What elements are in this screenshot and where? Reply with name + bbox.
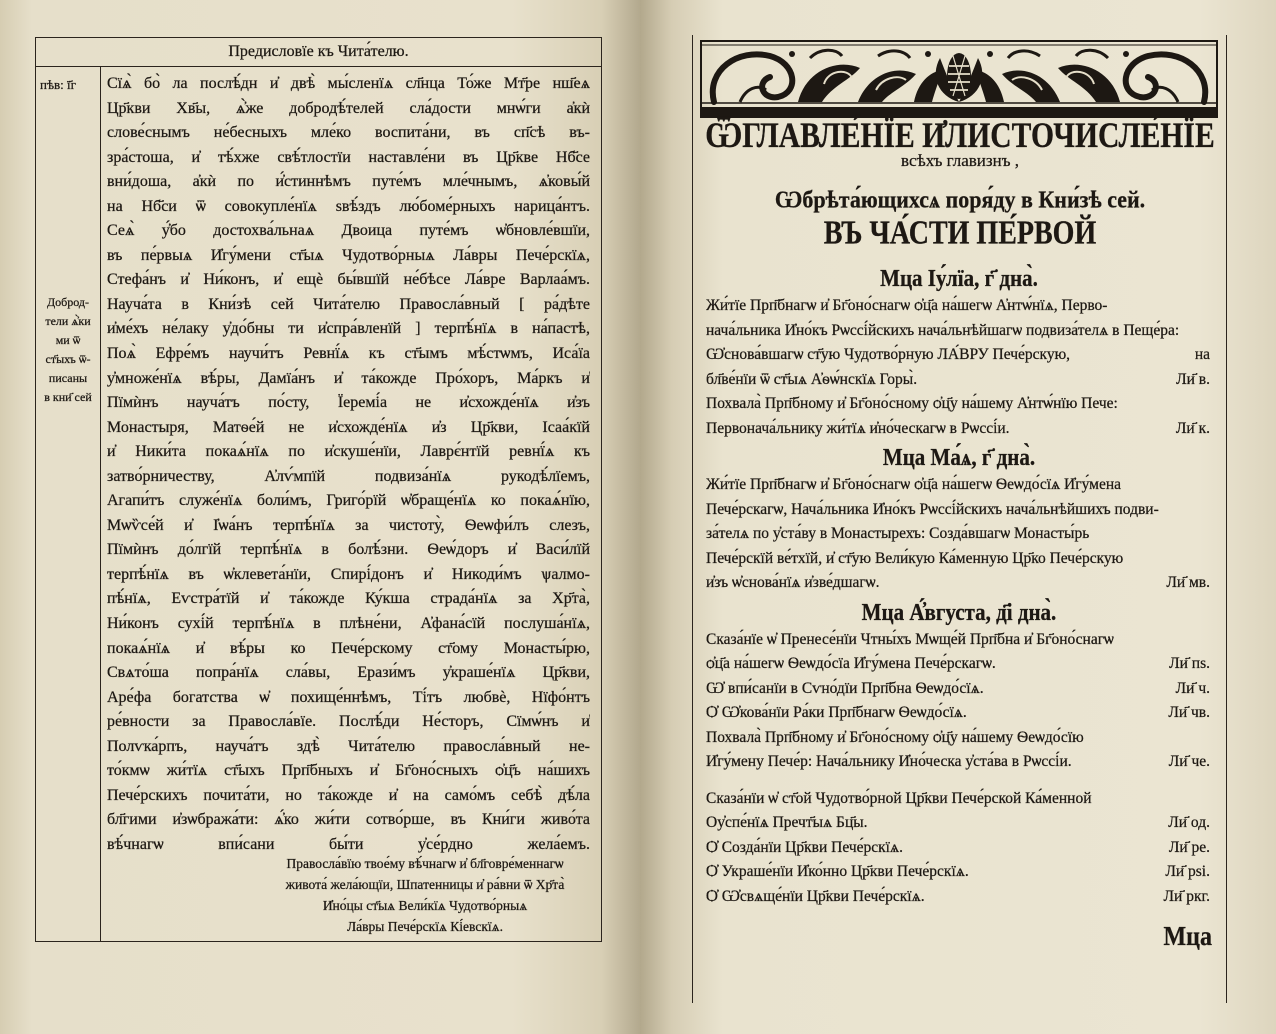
preface-line: Монастыря, Матѳе́й не и҆схожде́нїѧ и҆з Цр҃кви, Ісаа́кїй [107,418,590,436]
preface-line: Сїѧ̀ бо̀ ла послѣ́дн и҆ двѣ̀ мы́сленїѧ сл҃нца То́же Мт҃ре нш҃еѧ [107,75,590,92]
toc-entry [706,885,1212,910]
toc-entry-text: Сказа́нїи ѡ҆ ст҃ой Чудотво́рной Цр҃кви Пече́рской Ка́менной [706,789,1092,807]
toc-entry [706,547,1212,572]
folio-reference: Ли҃ од. [1168,814,1210,831]
folio-reference: Ли҃ че. [1168,753,1210,770]
signature-line: И҆но́цы ст҃ыѧ Вели́кїѧ Чудотво́рныѧ [322,898,528,913]
contents-frame-left-rule [692,35,693,1003]
preface-line: у҆множе́нїѧ вѣ́ры, Дамїа́нъ и҆ та́кожде Про́хоръ, Ма́ркъ и҆ [107,369,590,387]
preface-line: Цр҃кви Хв҃ы, ѧ҆̀же добродѣ́телей сла́дости мнѡ́ги а҆кѝ [107,99,590,117]
toc-entry [706,677,1212,702]
toc-entry-text: Жи́тїе Прп҃бнагѡ и҆ Бг҃оно́снагѡ ѻ҆ц҃а на́шегѡ Ѳеѡдо́сїѧ И҆гу́мена [706,476,1122,493]
preface-line: покаѧ́нїѧ и҆ вѣ́ры ко Пече́рскому ст҃ому Монасты́рю, [107,639,590,657]
folio-reference: Ли҃ к. [1175,419,1210,437]
toc-entry [706,368,1212,393]
toc-section [706,262,1212,441]
toc-entry-text: Первонача́льнику жи́тїѧ и҆но́ческагѡ в Рѡссі́и. [706,419,1010,437]
preface-line: вѣ́чнагѡ впи́сани бы́ти у҆се́рдно жела́емъ. [107,835,590,853]
preface-line: вни́доша, а҆кѝ по и҆́стиннѣмъ путе́мъ мле́чнымъ, ѧ҆ковы́й [107,173,590,191]
month-heading: Мца Іу́лїа, г҃ дна̀. [880,264,1038,292]
folio-reference: Ли҃ рѕі. [1165,863,1210,880]
toc-entry [706,522,1212,547]
preface-line: терпѣ́нїѧ въ ѡ҆клевета́нїи, Спирі́донъ и҆ Никоди́мъ ѱалмо- [107,565,590,583]
preface-line: на Нб҃си ѿ совокупле́нїѧ ѕвѣ́здъ лю́боме́рныхъ нарица́нтъ. [107,197,590,215]
preface-signature [258,853,592,937]
toc-entry-text: Оу҆спе́нїѧ Пречт҃ыѧ Бц҃ы. [706,814,868,831]
margin-note-line: ст҃ыхъ ѿ- [45,352,91,366]
toc-entry [706,652,1212,677]
preface-line: ре́вности за Правосла́вїе. Послѣ́ди Не́сторъ, Сїмѡ́нъ и҆ [107,713,590,731]
toc-entry-text: и҆зъ ѡ҆снова́нїѧ и҆зве́дшагѡ. [706,574,880,591]
toc-entry [706,343,1212,368]
preface-line: Свѧто́ша попра́нїѧ сла́вы, Ерази́мъ у҆краше́нїѧ Цр҃кви, [107,664,590,682]
preface-line: зра́стоша, и҆ тѣ́хже свѣ́тлостїи наставле́ни въ Цр҃кве Нб҃се [107,148,590,166]
toc-entry-text: Похвала̀ Прп҃бному и҆ Бг҃оно́сному ѻ҆ц҃у на́шему Ѳеѡдо́сїю [706,728,1084,746]
margin-note-line: в кни҃ сей [44,390,92,404]
toc-entry [706,628,1212,653]
toc-entry-text: Сказа́нїе ѡ҆ Пренесе́нїи Чтны́хъ Мѡще́й Прп҃бна и҆ Бг҃оно́снагѡ [706,630,1114,648]
toc-entry [706,319,1212,344]
signature-line: Ла́вры Пече́рскїѧ Кі́евскїѧ. [347,919,503,934]
contents-frame-right-rule [1226,35,1227,1003]
margin-note-virtues [38,293,98,407]
toc-section [706,787,1212,910]
margin-note-line: тели ѧ҆̀ки [45,314,91,328]
preface-line: Науча́та в Кни́зѣ сей Чита́телю Правосла́вный [ ра́дѣте [107,295,590,313]
margin-note-line: писаны [48,371,88,385]
table-of-contents [706,262,1212,909]
preface-line: бл҃гими и҆зѡбража́ти: ѧ҆́ко жи́ти сотво́рше, въ Кни́ги живо́та [107,811,590,829]
toc-entry [706,498,1212,523]
folio-reference: на [1194,346,1210,363]
preface-line: Аре́фа богатства ѡ҆ похище́ннѣмъ, Ті́тъ любвѐ, Нїфо́нтъ [107,688,590,706]
headpiece-ornament [700,40,1218,118]
toc-entry-text: нача́льника И҆но́къ Рѡссі́йскихъ нача́льнѣйшагѡ подвиза́телѧ в Пеще́ра: [706,321,1180,339]
preface-line: слове́снымъ не́бесныхъ мле́ко воспита́ни, въ сп҃сѣ въ- [107,124,590,142]
toc-entry-text: за́телѧ по у҆ста́ву в Монастырехъ: Созда́вшагѡ Монасты́рь [706,525,1090,542]
preface-line: Сеѧ̀ у҆́бо достохва́льнаѧ Двоица путе́мъ ѡ҆бновле́вшїи, [107,222,590,240]
catchword: Мца [1163,922,1212,952]
toc-entry [706,417,1212,442]
margin-note-top: пѣв: ї҃г [40,77,76,92]
toc-entry-text: Ѡ҆ впи́санїи в Сѵно́дїи Прп҃бна Ѳеѡдо́сїѧ. [706,679,984,697]
toc-entry [706,726,1212,751]
contents-subtitle: всѣхъ главизнъ , [901,151,1019,170]
preface-line: Ни́конъ сухі́й терпѣ́нїѧ в плѣне́ни, А҆фана́сїй послуша́нїѧ, [107,615,590,633]
folio-reference: Ли҃ ч. [1175,679,1210,697]
preface-line: Мѡѷсе́й и҆ І҆ѡа́нъ терпѣ́нїѧ за чистоту̀, Ѳеѡфи́лъ слезъ, [107,516,590,534]
preface-line: то́кмѡ жи́тїѧ ст҃ыхъ Прп҃бныхъ и҆ Бг҃оно́сныхъ ѻ҆ц҃ъ на́шихъ [107,762,590,780]
toc-entry [706,787,1212,812]
toc-entry-text: Ѻ҆ Созда́нїи Цр҃кви Пече́рскїѧ. [706,838,903,856]
folio-reference: Ли҃ пѕ. [1169,655,1210,672]
toc-entry [706,860,1212,885]
toc-section [706,596,1212,775]
toc-entry [706,392,1212,417]
toc-entry-text: ѻ҆ц҃а на́шегѡ Ѳеѡдо́сїа И҆гу́мена Пече́рскагѡ. [706,655,996,672]
toc-entry-text: бл҃ве́нїи ѿ ст҃ыѧ А҆ѳѡ́нскїѧ Горы̀. [706,370,918,388]
margin-rule [100,66,101,941]
preface-line: и҆ме́хъ не́лаку у҆до́бны ти и҆спра́вленїй ] терпѣ́нїѧ в на́пастѣ, [107,320,590,338]
preface-line: въ пе́рвыѧ И҆гу́мени ст҃ыѧ Чудотво́рныѧ Ла́вры Пече́рскїѧ, [107,246,590,264]
toc-entry [706,836,1212,861]
toc-entry [706,473,1212,498]
preface-line: Агапи́тъ служе́нїѧ боли́мъ, Григо́рїй ѡ҆браще́нїѧ ко покаѧ́нїю, [107,492,590,510]
contents-subtitle-order: Ѡбрѣта́ющихсѧ поря́ду в Кни́зѣ сей. [774,185,1146,214]
toc-section [706,441,1212,596]
folio-reference: Ли҃ ркг. [1163,887,1210,905]
toc-entry [706,750,1212,775]
preface-line: Поѧ̀ Ефре́мъ научи́тъ Ревнї́ѧ къ ст҃ымъ мѣ́стѡмъ, Иса́їа [107,345,590,363]
toc-entry-text: Ѻ҆ Украше́нїи И҆ко́нно Цр҃кви Пече́рскїѧ. [706,863,969,880]
folio-reference: Ли҃ чв. [1168,704,1210,721]
toc-entry-text: И҆гу́мену Пече́р: Нача́льнику И҆но́ческа у҆ста́ва в Рѡссі́и. [706,753,1072,770]
toc-entry-text: Пече́рскагѡ, Нача́льника И҆но́къ Рѡссі́йскихъ нача́льнѣйшихъ подви- [706,500,1159,518]
margin-note-line: ми ѿ [55,333,81,347]
preface-line: Пїмѝнъ науча́тъ по́сту, Їеремі́а не и҆схожде́нїѧ и҆зъ [107,394,590,412]
part-heading: ВЪ ЧА́СТИ ПЕ́РВОЙ [823,214,1097,252]
margin-note-line: Доброд- [46,295,90,309]
toc-entry-text: Похвала̀ Прп҃бному и҆ Бг҃оно́сному ѻ҆ц҃у на́шему А҆нтѡ́нїю Пече: [706,395,1118,412]
toc-entry [706,701,1212,726]
toc-entry-text: Пече́рскїй ве́тхїй, и҆ ст҃ую Вели́кую Ка́менную Цр҃ко Пече́рскую [706,549,1124,567]
preface-line: Пече́рскихъ почита́ти, но та́кожде и҆ на само́мъ себѣ̀ дѣ́ла [107,786,590,804]
toc-entry-text: Ѡ҆снова́вшагѡ ст҃ую Чудотво́рную ЛА́ВРУ Пече́рскую, [706,346,1071,363]
preface-line: пѣ́нїѧ, Еѵстра́тїй и҆ та́кожде Ку́кша страда́нїѧ за Хр҃та̀, [107,590,590,608]
toc-entry-text: Жи́тїе Прп҃бнагѡ и҆ Бг҃оно́снагѡ ѻ҆ц҃а на́шегѡ А҆нтѡ́нїѧ, Перво- [706,297,1108,314]
preface-line: Пїмѝнъ до́лгїй терпѣ́нїѧ в болѣ́зни. Ѳеѡ́доръ и҆ Васи́лїй [107,541,590,559]
preface-line: и҆ Ники́та покаѧ́нїѧ по и҆скуше́нїи, Лаврє́нтїй ревнї́ѧ къ [107,443,590,461]
signature-line: Правосла́вїю твое́му вѣ́чнагѡ и҆ бл҃говре́меннагѡ [286,856,564,871]
folio-reference: Ли҃ ре. [1168,838,1210,856]
preface-line: Полѵка́рпъ, науча́тъ здѣ̀ Чита́телю правосла́вный не- [107,737,590,755]
toc-entry-text: Ѻ҆ Ѡ҆кова́нїи Ра́ки Прп҃бнагѡ Ѳеѡдо́сїѧ. [706,704,967,721]
contents-title: ѾГЛАВЛЕ́НЇЕ И҆ЛИСТОЧИСЛЕ́НЇЕ [705,116,1215,156]
signature-line: живота́ жела́ющїи, Шпатенницы и҆ ра́вни ѿ Хр҃та̀ [285,877,565,892]
toc-entry [706,571,1212,596]
folio-reference: Ли҃ в. [1176,370,1210,388]
toc-entry-text: Ѻ҆ Ѡ҆свѧще́нїи Цр҃кви Пече́рскїѧ. [706,887,925,905]
toc-entry [706,811,1212,836]
preface-body [107,72,590,858]
month-heading: Мца А҆́вгуста, д҃і дна̀. [861,597,1057,626]
folio-reference: Ли҃ мв. [1166,574,1210,591]
preface-line: Стефа́нъ и҆ Ни́конъ, и҆ ещѐ бы́вшїй не́бѣсе Ла́вре Варлаа́мъ. [107,271,590,289]
toc-entry [706,294,1212,319]
preface-line: затво́рничеству, А҆лѵ́мпїй подвиза́нїѧ рукодѣ́лїемъ, [107,467,590,485]
preface-running-header: Предисловїе къ Чита́телю. [36,38,601,67]
month-heading: Мца Ма́ѧ, г҃ дна̀. [882,443,1036,471]
